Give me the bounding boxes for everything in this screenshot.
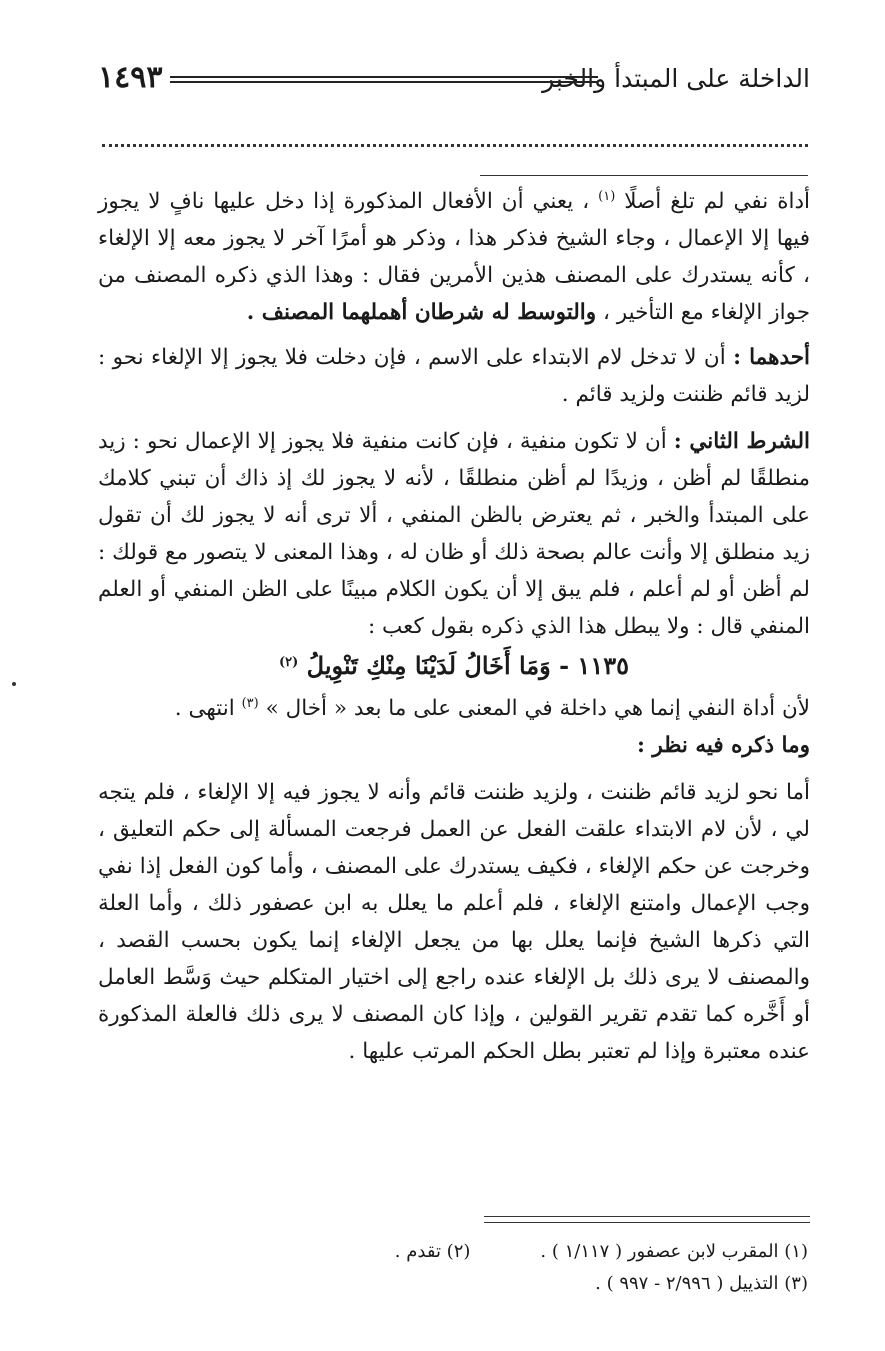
paragraph-3: الشرط الثاني : أن لا تكون منفية ، فإن كانت منفية فلا يجوز إلا الإعمال نحو : زيد منطلقًا لم أظن ، وزيدًا لم أظن منطلقًا ، لأنه لا يجوز لك إذ ذاك أن تبني كلامك على المبتدأ والخبر ، ثم يعترض بالظن المنفي ، ألا ترى أنه لا يجوز لك أن تقول زيد منطلق إلا وأنت عالم بصحة ذلك أو ظان له ، وهذا المعنى لا يتصور مع قولك : لم أظن أو لم أعلم ، فلم يبق إلا أن يكون الكلام مبينًا على الظن المنفي أو العلم المنفي قال : ولا يبطل هذا الذي ذكره بقول كعب : (98, 429, 810, 639)
footnote-row-1 (300, 1236, 808, 1268)
footnote-3: (٣) التذييل ( ٢/٩٩٦ - ٩٩٧ ) . (595, 1273, 808, 1294)
dotted-separator (102, 144, 808, 147)
footnote-rule-top (484, 1216, 810, 1217)
paragraph-2: أحدهما : أن لا تدخل لام الابتداء على الاسم ، فإن دخلت فلا يجوز إلا الإلغاء نحو : لزيد قائم ظننت ولزيد قائم . (98, 345, 810, 407)
footnote-1: (١) المقرب لابن عصفور ( ١/١١٧ ) . (540, 1241, 808, 1262)
paragraph-1: أداة نفي لم تلغ أصلًا $^{(١)}$ ، يعني أن الأفعال المذكورة إذا دخل عليها نافٍ لا يجوز فيها إلا الإعمال ، وجاء الشيخ فذكر هذا ، وذكر هو أمرًا آخر لا يجوز معه إلا الإلغاء ، كأنه يستدرك على المصنف هذين الأمرين فقال : وهذا الذي ذكره المصنف من جواز الإلغاء مع التأخير ، والتوسط له شرطان أهملهما المصنف . (98, 189, 811, 325)
bold-phrase: والتوسط له شرطان أهملهما المصنف . (246, 300, 597, 325)
header-double-rule (170, 76, 598, 83)
footnote-ref-1: (١) (598, 189, 616, 204)
footnote-ref-2: (٢) (279, 655, 299, 670)
paragraph-4: لأن أداة النفي إنما هي داخلة في المعنى على ما بعد « أخال » $^{(٣)}$ انتهى . (174, 696, 810, 721)
footnote-rule-bottom (484, 1222, 810, 1223)
footnote-ref-3: (٣) (241, 696, 259, 711)
first-condition-lead: أحدهما : (733, 345, 810, 370)
paragraph-5 (98, 727, 810, 764)
poetry-verse: ١١٣٥ - وَمَا أَخَالُ لَدَيْنَا مِنْكِ تَنْوِيلُ $^{(٢)}$ (279, 651, 629, 680)
running-header (98, 58, 810, 106)
page-number: ١٤٩٣ (98, 60, 163, 95)
top-short-rule (480, 175, 808, 176)
critique-heading: وما ذكره فيه نظر : (636, 733, 810, 758)
footnotes (300, 1236, 808, 1300)
margin-dot (12, 682, 16, 686)
second-condition-lead: الشرط الثاني : (673, 429, 810, 454)
chapter-title: الداخلة على المبتدأ والخبر (542, 64, 810, 93)
main-text (98, 183, 810, 1070)
footnote-row-2 (300, 1268, 808, 1300)
footnote-2: (٢) تقدم . (394, 1241, 471, 1262)
paragraph-6: أما نحو لزيد قائم ظننت ، ولزيد ظننت قائم وأنه لا يجوز فيه إلا الإلغاء ، فلم يتجه لي ، لأن لام الابتداء علقت الفعل عن العمل فرجعت المسألة إلى حكم التعليق ، وخرجت عن حكم الإلغاء ، فكيف يستدرك على المصنف ، وأما كون الفعل إذا نفي وجب الإعمال وامتنع الإلغاء ، فلم أعلم ما يعلل به ابن عصفور ذلك ، وأما العلة التي ذكرها الشيخ فإنما يعلل بها من يجعل الإلغاء إنما يكون بحسب القصد ، والمصنف لا يرى ذلك بل الإلغاء عنده راجع إلى اختيار المتكلم حيث وَسَّط العامل أو أَخَّره كما تقدم تقرير القولين ، وإذا كان المصنف لا يرى ذلك فالعلة المذكورة عنده معتبرة وإذا لم تعتبر بطل الحكم المرتب عليها . (98, 780, 810, 1064)
